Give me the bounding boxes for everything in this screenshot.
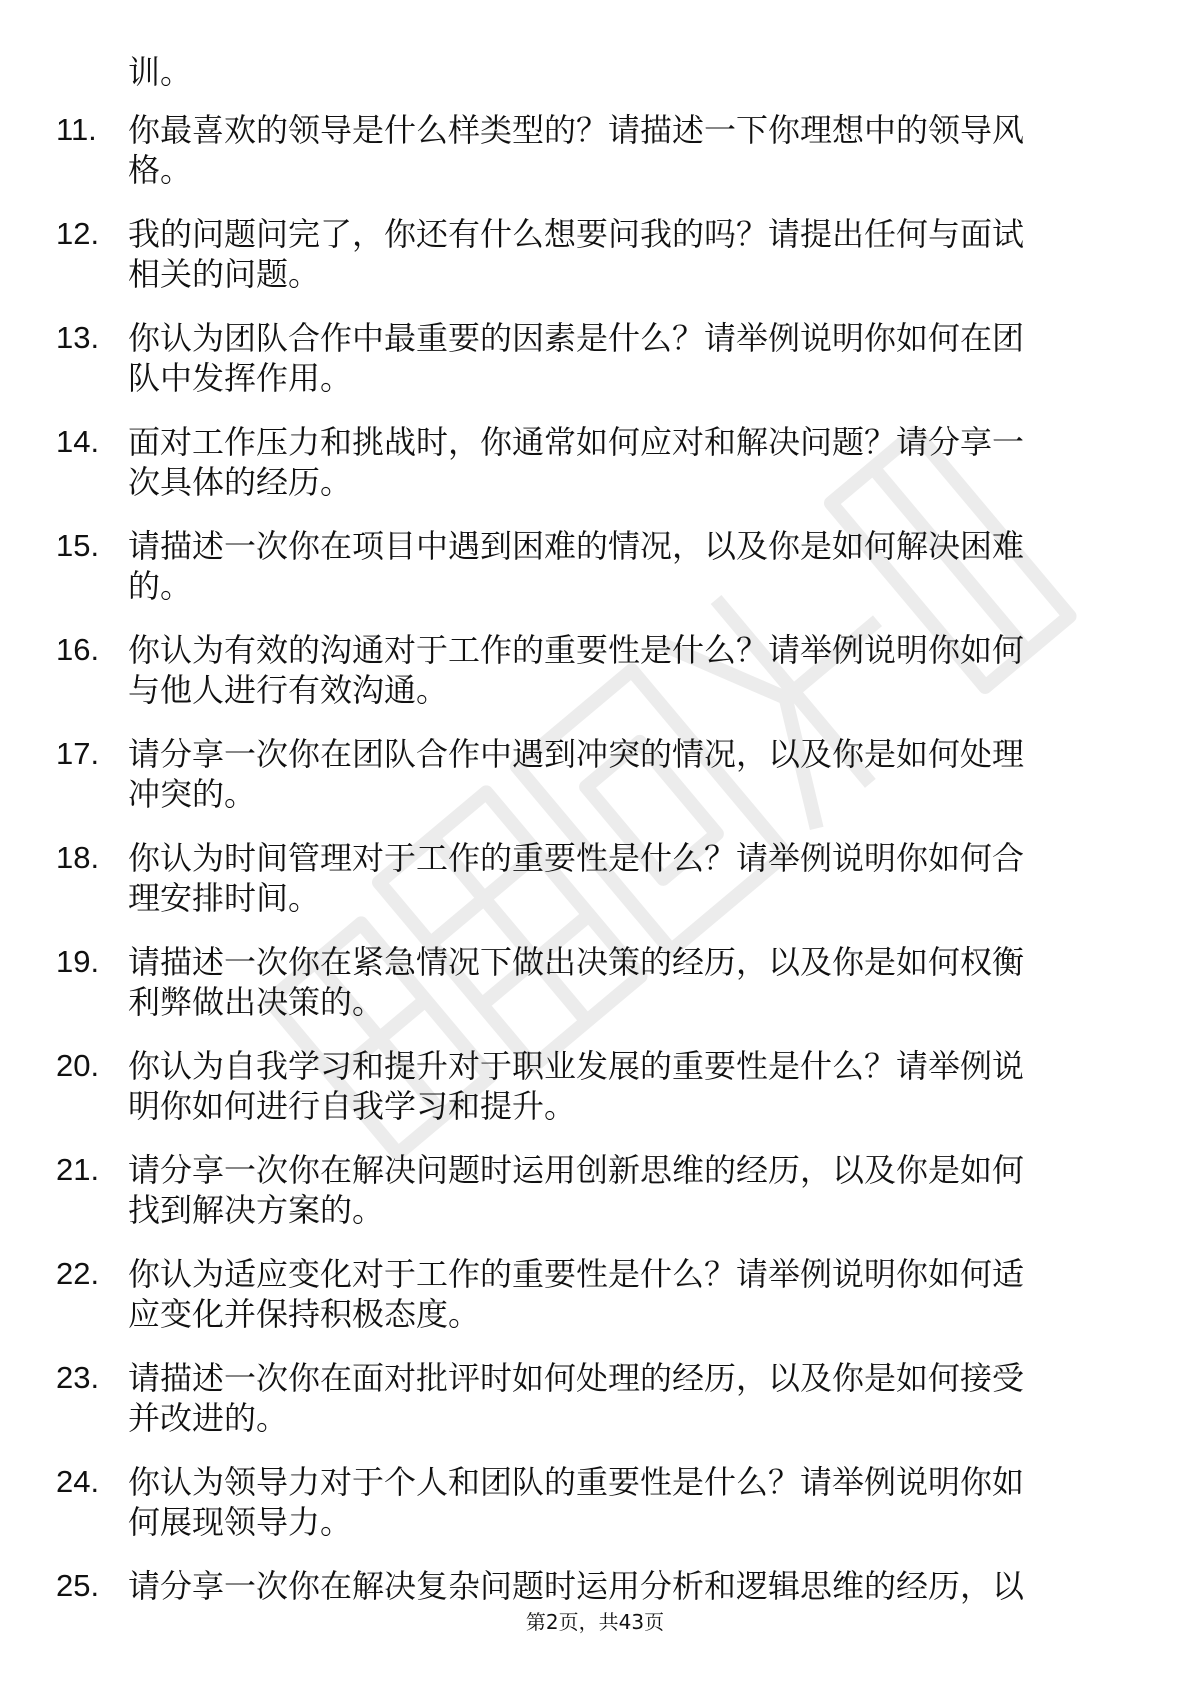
- question-item: [0, 214, 1190, 294]
- question-text-line-2: 格。: [128, 151, 193, 189]
- question-text-line-2: 并改进的。: [128, 1399, 289, 1437]
- question-text-line-2: 队中发挥作用。: [128, 359, 353, 397]
- question-number: 25.: [56, 1568, 100, 1603]
- question-text-line-1: 请描述一次你在项目中遇到困难的情况，以及你是如何解决困难: [128, 527, 1025, 565]
- question-text-line-1: 我的问题问完了，你还有什么想要问我的吗？请提出任何与面试: [128, 215, 1025, 253]
- question-text-line-1: 你认为有效的沟通对于工作的重要性是什么？请举例说明你如何: [128, 631, 1025, 669]
- continuation-text: 训。: [128, 53, 193, 91]
- question-text-line-1: 面对工作压力和挑战时，你通常如何应对和解决问题？请分享一: [128, 423, 1025, 461]
- question-item: [0, 942, 1190, 1022]
- question-number: 13.: [56, 320, 100, 355]
- question-number: 19.: [56, 944, 100, 979]
- question-text-line-2: 找到解决方案的。: [128, 1191, 385, 1229]
- question-number: 24.: [56, 1464, 100, 1499]
- question-text-line-2: 理安排时间。: [128, 879, 321, 917]
- question-text-line-1: 请分享一次你在团队合作中遇到冲突的情况，以及你是如何处理: [128, 735, 1025, 773]
- question-text-line-1: 请描述一次你在紧急情况下做出决策的经历，以及你是如何权衡: [128, 943, 1025, 981]
- question-number: 15.: [56, 528, 100, 563]
- question-number: 17.: [56, 736, 100, 771]
- question-number: 22.: [56, 1256, 100, 1291]
- question-item: [0, 1358, 1190, 1438]
- question-text-line-1: 请描述一次你在面对批评时如何处理的经历，以及你是如何接受: [128, 1359, 1025, 1397]
- question-text-line-2: 明你如何进行自我学习和提升。: [128, 1087, 577, 1125]
- question-text-line-2: 应变化并保持积极态度。: [128, 1295, 481, 1333]
- question-text-line-2: 的。: [128, 567, 193, 605]
- question-number: 12.: [56, 216, 100, 251]
- question-text-line-1: 你认为领导力对于个人和团队的重要性是什么？请举例说明你如: [128, 1463, 1025, 1501]
- question-text-line-1: 你认为适应变化对于工作的重要性是什么？请举例说明你如何适: [128, 1255, 1025, 1293]
- question-text-line-2: 相关的问题。: [128, 255, 321, 293]
- question-number: 16.: [56, 632, 100, 667]
- question-item: [0, 1254, 1190, 1334]
- question-text-line-2: 次具体的经历。: [128, 463, 353, 501]
- question-text-line-2: 何展现领导力。: [128, 1503, 353, 1541]
- question-number: 14.: [56, 424, 100, 459]
- question-text-line-1: 你最喜欢的领导是什么样类型的？请描述一下你理想中的领导风: [128, 111, 1025, 149]
- question-text-line-2: 与他人进行有效沟通。: [128, 671, 449, 709]
- question-number: 18.: [56, 840, 100, 875]
- question-text-line-2: 冲突的。: [128, 775, 257, 813]
- question-item: [0, 1046, 1190, 1126]
- question-text-line-1: 请分享一次你在解决复杂问题时运用分析和逻辑思维的经历，以: [128, 1567, 1025, 1605]
- question-item: [0, 526, 1190, 606]
- question-text-line-1: 请分享一次你在解决问题时运用创新思维的经历，以及你是如何: [128, 1151, 1025, 1189]
- question-item: [0, 734, 1190, 814]
- question-text-line-2: 利弊做出决策的。: [128, 983, 385, 1021]
- question-item: [0, 1462, 1190, 1542]
- question-item: [0, 422, 1190, 502]
- question-item: [0, 318, 1190, 398]
- question-item: [0, 838, 1190, 918]
- question-item: [0, 1150, 1190, 1230]
- question-text-line-1: 你认为自我学习和提升对于职业发展的重要性是什么？请举例说: [128, 1047, 1025, 1085]
- question-number: 23.: [56, 1360, 100, 1395]
- question-number: 20.: [56, 1048, 100, 1083]
- question-text-line-1: 你认为团队合作中最重要的因素是什么？请举例说明你如何在团: [128, 319, 1025, 357]
- question-item: [0, 110, 1190, 190]
- question-number: 11.: [56, 112, 97, 147]
- question-item: [0, 630, 1190, 710]
- question-text-line-1: 你认为时间管理对于工作的重要性是什么？请举例说明你如何合: [128, 839, 1025, 877]
- question-list: [0, 110, 1190, 1670]
- page-footer: 第2页，共43页: [525, 1610, 665, 1634]
- question-number: 21.: [56, 1152, 100, 1187]
